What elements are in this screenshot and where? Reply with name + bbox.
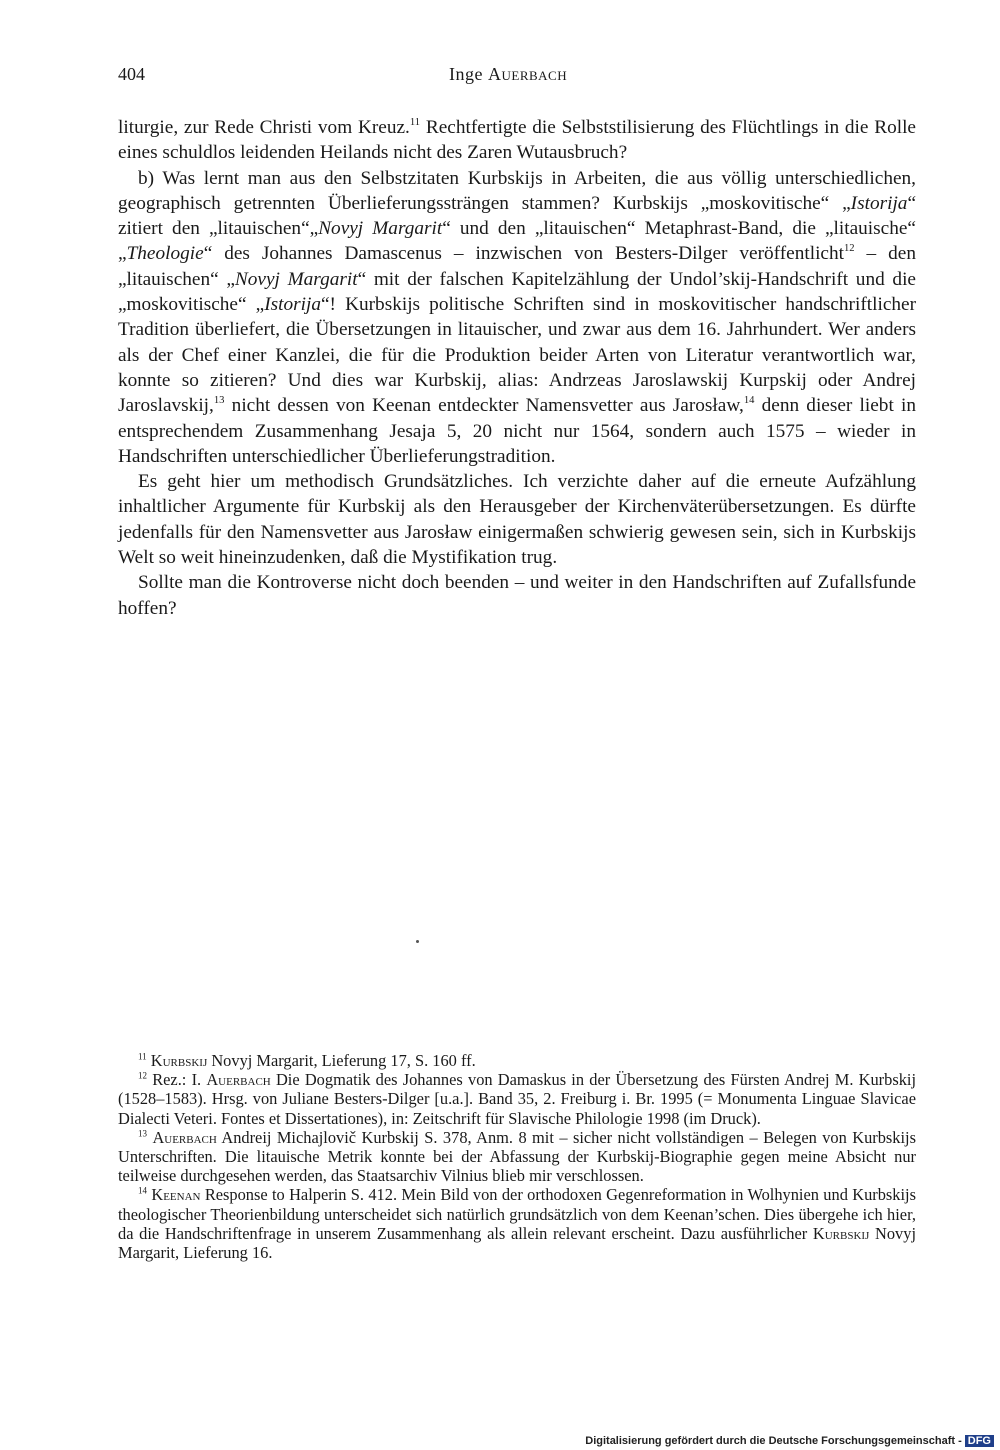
footnote-text: Rez.: I. (147, 1070, 207, 1090)
footnote-text: Die Dogmatik des Johannes von Damaskus in der Übersetzung des Fürsten Andrej M. Kurbskij (1528–1583). Hrsg. von Juliane Besters-Dilger [u.a.]. Band 35, 2. Freiburg i. Br. 1995 (= Monumenta Linguae Slavicae Dialecti Veteri. Fontes et Dissertationes), in: Zeitschrift für Slavische Philologie 1998 (im Druck). (118, 1070, 916, 1128)
footnotes (118, 1051, 916, 1262)
running-head-author (449, 64, 567, 85)
italic-title: Theologie (126, 243, 204, 265)
running-header (118, 64, 918, 90)
paragraph-2 (118, 166, 916, 470)
text-run: “ und den „litauischen“ Metaphrast-Band, die „litauische“ „ (118, 218, 916, 265)
author-name: Keenan (151, 1185, 201, 1205)
watermark-text: Digitalisierung gefördert durch die Deutsche Forschungsgemeinschaft - (585, 1435, 962, 1447)
footnote-13 (118, 1128, 916, 1186)
italic-title: Istorija (264, 294, 321, 316)
author-name: Kurbskij (150, 1051, 208, 1070)
paragraph-4: Sollte man die Kontroverse nicht doch beenden – und weiter in den Handschriften auf Zufallsfunde hoffen? (118, 572, 916, 619)
footnote-text: Novyj Margarit, Lieferung 16. (118, 1223, 917, 1263)
footnote-number: 13 (138, 1128, 147, 1139)
text-run: – den „litauischen“ „ (118, 243, 916, 290)
text-run: nicht dessen von Keenan entdeckter Namensvetter aus Jarosław, (224, 395, 744, 417)
footnote-text: Novyj Margarit, Lieferung 17, S. 160 ff. (207, 1051, 476, 1070)
footnote-ref: 14 (743, 395, 755, 407)
footnote-number: 12 (138, 1070, 147, 1081)
footnote-ref: 13 (213, 395, 225, 407)
text-run: denn dieser liebt in entsprechendem Zusammenhang Jesaja 5, 20 nicht nur 1564, sondern auch 1575 – wieder in Handschriften unterschiedlicher Überlieferungstradition. (118, 395, 916, 467)
text-run: b) Was lernt man aus den Selbstzitaten Kurbskijs in Arbeiten, die aus völlig unterschiedlichen, geographisch getrennten Überlieferungssträngen stammen? Kurbskijs „moskovitische“ „ (118, 167, 916, 214)
digitization-watermark (585, 1435, 994, 1447)
footnote-text: Andreij Michajlovič Kurbskij S. 378, Anm. 8 mit – sicher nicht vollständigen – Belegen von Kurbskijs Unterschriften. Die litauische Metrik konnte bei der Abfassung der Kurbskij-Biographie gegen meine Absicht nur teilweise durchgesehen werden, das Staatsarchiv Vilnius blieb mir verschlossen. (118, 1127, 916, 1186)
footnote-ref: 12 (844, 243, 855, 255)
text-run: Rechtfertigte die Selbststilisierung des Flüchtlings in die Rolle eines schuldlos leidenden Heilands nicht des Zaren Wutausbruch? (118, 117, 916, 164)
italic-title: Novyj Margarit (234, 268, 358, 290)
author-name: Kurbskij (812, 1223, 870, 1243)
page-number: 404 (118, 64, 145, 84)
author-first-name: Inge (449, 64, 483, 84)
italic-title: Novyj Margarit (318, 218, 443, 240)
main-text (118, 115, 916, 621)
footnote-text: Response to Halperin S. 412. Mein Bild von der orthodoxen Gegenreformation in Wolhynien und Kurbskijs theologischer Theorienbildung unterscheidet sich natürlich grundsätzlich von dem Keenan’schen. Dies übergehe ich hier, da die Handschriftenfrage in unserem Zusammenhang als allein relevant erscheint. Dazu ausführlicher (118, 1185, 916, 1243)
footnote-14 (118, 1185, 916, 1262)
paragraph-1 (118, 115, 916, 166)
dfg-logo-icon: DFG (965, 1435, 994, 1447)
text-run: “ zitiert den „litauischen“„ (118, 192, 916, 240)
italic-title: Istorija (850, 192, 908, 214)
footnote-ref: 11 (409, 117, 421, 129)
footnote-number: 11 (138, 1051, 147, 1062)
footnote-12 (118, 1070, 916, 1128)
text-run: liturgie, zur Rede Christi vom Kreuz. (118, 117, 410, 138)
speck (416, 940, 419, 943)
author-name: Auerbach (152, 1127, 217, 1147)
text-run: “! Kurbskijs politische Schriften sind in moskovitischer handschriftlicher Tradition überliefert, die Übersetzungen in litauischer, und zwar aus dem 16. Jahrhundert. Wer anders als der Chef einer Kanzlei, die für die Produktion beider Arten von Literatur verantwortlich war, konnte so zitieren? Und dies war Kurbskij, alias: Andrzeas Jaroslawskij Kurpskij oder Andrej Jaroslavskij, (118, 294, 916, 417)
footnote-number: 14 (138, 1185, 147, 1196)
text-run: “ mit der falschen Kapitelzählung der Undol’skij-Handschrift und die „moskovitische“ „ (118, 268, 916, 316)
author-name: Auerbach (206, 1070, 271, 1090)
author-last-name: Auerbach (487, 64, 568, 84)
text-run: “ des Johannes Damascenus – inzwischen von Besters-Dilger veröffentlicht (203, 243, 844, 265)
footnote-11 (118, 1051, 916, 1070)
paragraph-3: Es geht hier um methodisch Grundsätzliches. Ich verzichte daher auf die erneute Aufzählung inhaltlicher Argumente für Kurbskij als den Herausgeber der Kirchenväterübersetzungen. Es dürfte jedenfalls für den Namensvetter aus Jarosław einigermaßen schwierig gewesen sein, sich in Kurbskijs Welt so weit hineinzudenken, daß die Mystifikation trug. (118, 471, 916, 569)
